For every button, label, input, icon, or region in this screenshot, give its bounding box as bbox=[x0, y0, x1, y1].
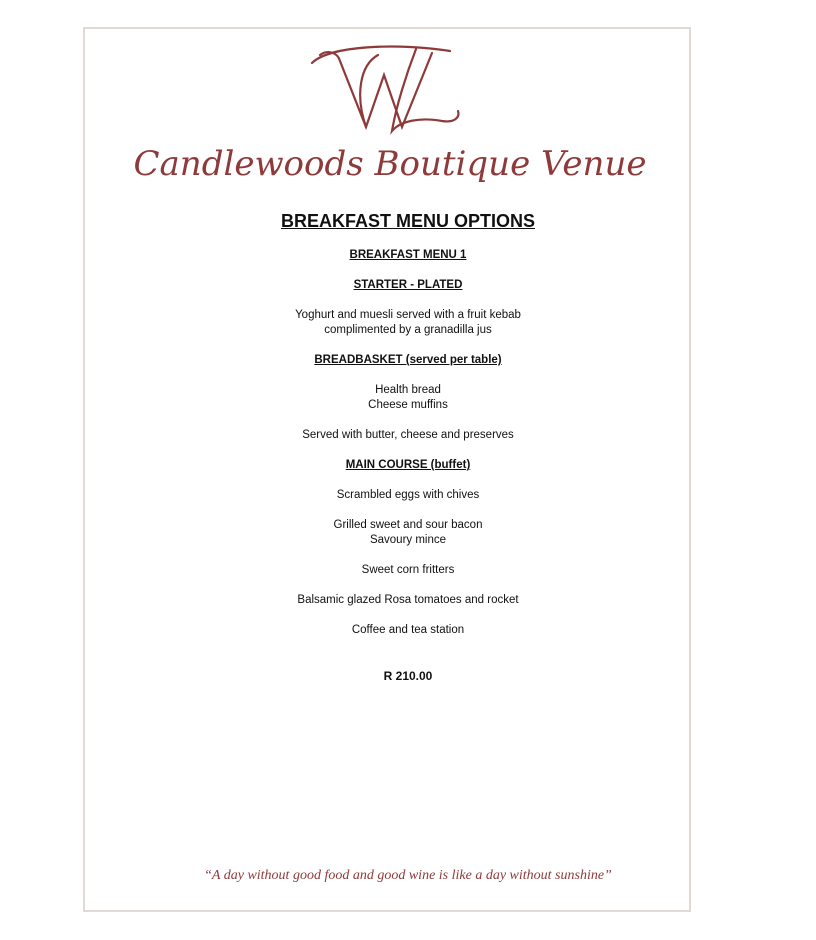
footer-quote: “A day without good food and good wine is like a day without sunshine” bbox=[204, 868, 612, 883]
starter-line: Yoghurt and muesli served with a fruit kebab bbox=[295, 309, 521, 321]
main-course-item: Savoury mince bbox=[369, 534, 447, 546]
starter-heading: STARTER - PLATED bbox=[353, 279, 463, 291]
menu-price: R 210.00 bbox=[383, 669, 433, 683]
main-course-heading: MAIN COURSE (buffet) bbox=[345, 459, 471, 471]
page-title: BREAKFAST MENU OPTIONS bbox=[280, 211, 535, 231]
breadbasket-heading: BREADBASKET (served per table) bbox=[314, 354, 502, 366]
venue-logo bbox=[133, 35, 647, 190]
starter-line: complimented by a granadilla jus bbox=[324, 324, 492, 336]
breadbasket-item: Cheese muffins bbox=[368, 399, 448, 411]
main-course-item: Balsamic glazed Rosa tomatoes and rocket bbox=[297, 594, 519, 606]
main-course-item: Grilled sweet and sour bacon bbox=[333, 519, 483, 531]
main-course-item: Scrambled eggs with chives bbox=[336, 489, 480, 501]
main-course-item: Sweet corn fritters bbox=[361, 564, 455, 576]
main-course-item: Coffee and tea station bbox=[351, 624, 465, 636]
breadbasket-note: Served with butter, cheese and preserves bbox=[302, 429, 514, 441]
brand-wordmark: Candlewoods Boutique Venue bbox=[133, 144, 647, 184]
menu-name: BREAKFAST MENU 1 bbox=[349, 249, 467, 261]
breadbasket-item: Health bread bbox=[375, 384, 441, 396]
